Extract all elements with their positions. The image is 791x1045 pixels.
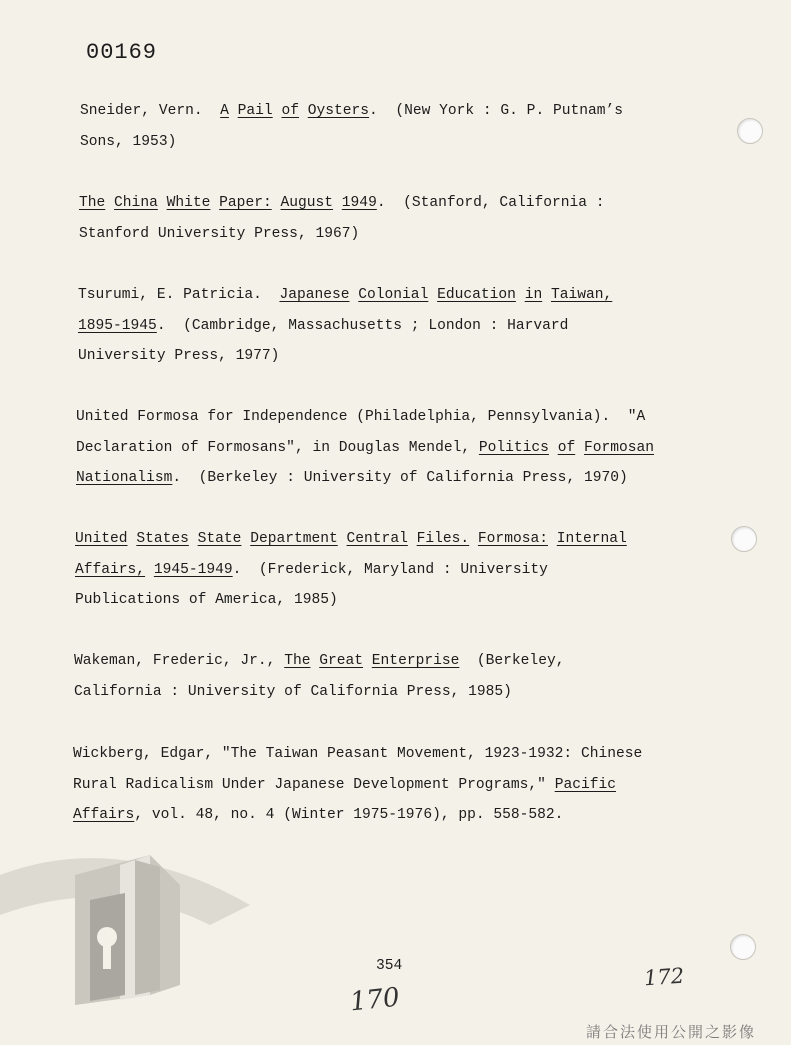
underlined-title-text: Japanese: [279, 287, 350, 303]
underlined-title-text: 1949: [341, 195, 377, 211]
entry-text: Wickberg, Edgar, "The Taiwan Peasant Movement, 1923-1932: Chinese: [73, 746, 643, 762]
entry-text: [548, 531, 557, 547]
entry-line: [80, 127, 623, 158]
underlined-title-text: White: [166, 195, 211, 211]
entry-text: . (Stanford, California :: [376, 195, 605, 211]
entry-text: University Press, 1977): [78, 348, 280, 364]
entry-text: [105, 195, 114, 211]
entry-line: [79, 188, 605, 219]
underlined-title-text: Taiwan,: [550, 287, 613, 303]
entry-text: [229, 103, 238, 119]
underlined-title-text: The: [284, 653, 311, 669]
entry-text: [333, 195, 342, 211]
entry-text: Publications of America, 1985): [75, 592, 338, 608]
entry-text: California : University of California Press, 1985): [74, 683, 512, 700]
entry-text: [158, 195, 167, 211]
underlined-title-text: Nationalism: [76, 470, 173, 486]
entry-line: [74, 646, 564, 677]
entry-text: . (New York : G. P. Putnam’s: [369, 103, 624, 119]
bibliography-entry: [75, 524, 627, 616]
entry-line: [78, 341, 612, 372]
entry-line: [73, 800, 642, 831]
page-number: 354: [376, 958, 403, 974]
entry-text: [128, 531, 137, 547]
underlined-title-text: Education: [437, 287, 516, 303]
underlined-title-text: Pail: [237, 103, 273, 119]
entry-line: [74, 677, 564, 708]
underlined-title-text: Department: [250, 531, 338, 547]
entry-text: [210, 195, 219, 211]
underlined-title-text: Colonial: [358, 287, 429, 303]
document-number: 00169: [86, 40, 158, 65]
entry-text: Stanford University Press, 1967): [79, 225, 360, 242]
bibliography-entry: [80, 96, 623, 157]
underlined-title-text: Affairs: [73, 807, 135, 823]
entry-text: Wakeman, Frederic, Jr.,: [74, 653, 285, 669]
entry-line: [75, 585, 627, 616]
entry-line: [75, 555, 627, 586]
underlined-title-text: States: [136, 531, 189, 547]
bibliography-entry: [78, 280, 612, 372]
entry-text: [350, 287, 359, 303]
underlined-title-text: Oysters: [307, 103, 370, 119]
handwritten-annotation: 170: [348, 982, 402, 1018]
entry-line: [73, 739, 642, 770]
entry-text: . (Frederick, Maryland : University: [232, 561, 548, 578]
entry-line: [76, 433, 654, 464]
underlined-title-text: Paper:: [219, 195, 272, 211]
underlined-title-text: 1945-1949: [153, 561, 233, 578]
entry-text: [469, 531, 478, 547]
underlined-title-text: Enterprise: [371, 653, 460, 669]
entry-text: [549, 440, 558, 456]
entry-text: Rural Radicalism Under Japanese Development Programs,": [73, 776, 555, 793]
entry-text: [428, 287, 437, 303]
underlined-title-text: State: [197, 531, 242, 547]
entry-line: [75, 524, 627, 555]
entry-text: , vol. 48, no. 4 (Winter 1975-1976), pp. 558-582.: [134, 807, 564, 823]
underlined-title-text: Files.: [416, 531, 470, 547]
entry-text: Declaration of Formosans", in Douglas Mendel,: [76, 439, 479, 456]
entry-text: [363, 653, 372, 669]
bibliography-entry: [76, 402, 654, 494]
entry-line: [76, 402, 654, 433]
underlined-title-text: Affairs,: [75, 561, 146, 578]
entry-text: Tsurumi, E. Patricia.: [78, 287, 280, 303]
underlined-title-text: 1895-1945: [78, 317, 157, 334]
entry-text: [408, 531, 417, 547]
entry-text: [542, 287, 551, 303]
entry-text: . (Berkeley : University of California Press, 1970): [172, 470, 628, 486]
entry-line: [78, 280, 612, 311]
bibliography-entry: [74, 646, 564, 707]
underlined-title-text: Formosa:: [477, 531, 548, 547]
entry-text: [338, 531, 347, 547]
punch-hole: [737, 118, 763, 144]
underlined-title-text: August: [280, 195, 334, 211]
underlined-title-text: Pacific: [554, 776, 616, 793]
punch-hole: [731, 526, 757, 552]
entry-text: (Berkeley,: [459, 653, 565, 669]
underlined-title-text: United: [75, 531, 128, 547]
underlined-title-text: Formosan: [583, 439, 655, 456]
entry-line: [80, 96, 623, 127]
underlined-title-text: China: [114, 195, 158, 211]
underlined-title-text: Internal: [556, 531, 627, 547]
entry-text: . (Cambridge, Massachusetts ; London : Harvard: [156, 317, 569, 334]
underlined-title-text: A: [220, 103, 229, 119]
archive-logo-icon: [0, 845, 260, 1005]
entry-line: [79, 219, 605, 250]
entry-text: [241, 531, 250, 547]
entry-text: [516, 287, 525, 303]
watermark-text: 請合法使用公開之影像: [586, 1023, 757, 1041]
entry-text: [189, 531, 198, 547]
underlined-title-text: Central: [346, 531, 408, 547]
handwritten-annotation: 172: [643, 963, 685, 991]
underlined-title-text: Great: [319, 653, 364, 669]
entry-text: [310, 653, 319, 669]
bibliography-entry: [79, 188, 605, 249]
punch-hole: [730, 934, 756, 960]
underlined-title-text: in: [524, 287, 543, 303]
entry-line: [73, 770, 642, 801]
entry-line: [78, 311, 612, 342]
entry-text: [145, 562, 154, 578]
entry-text: [299, 103, 308, 119]
entry-text: [575, 440, 584, 456]
underlined-title-text: Politics: [478, 439, 549, 456]
underlined-title-text: of: [281, 103, 299, 119]
bibliography-entry: [73, 739, 642, 831]
underlined-title-text: The: [79, 195, 106, 211]
entry-text: Sons, 1953): [80, 133, 177, 150]
entry-text: Sneider, Vern.: [80, 103, 221, 119]
entry-text: United Formosa for Independence (Philadelphia, Pennsylvania). "A: [76, 409, 646, 425]
underlined-title-text: of: [557, 439, 576, 456]
entry-line: [76, 463, 654, 494]
